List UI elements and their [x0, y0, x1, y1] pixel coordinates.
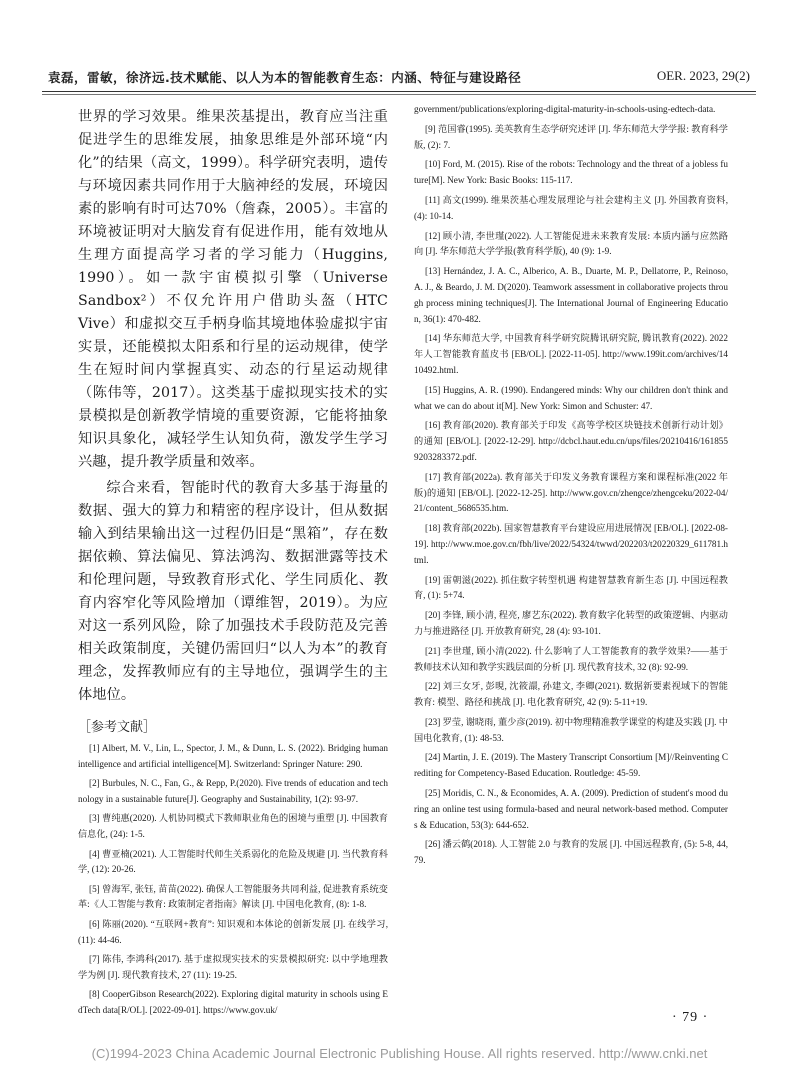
- copyright-footer: (C)1994-2023 China Academic Journal Electronic Publishing House. All rights reserved. http://www.cnki.net: [91, 1046, 708, 1061]
- references-list-left: [78, 741, 388, 1019]
- header-rule-thin: [42, 94, 756, 95]
- body-paragraph: 综合来看，智能时代的教育大多基于海量的数据、强大的算力和精密的程序设计，但从数据输入到结果输出这一过程仍旧是“黑箱”，存在数据依赖、算法偏见、算法鸿沟、数据泄露等技术和伦理问题，导致教育形式化、学生同质化、教育内容窄化等风险增加（谭维智，2019）。为应对这一系列风险，除了加强技术手段防范及完善相关政策制度，关键仍需回归“以人为本”的教育理念，发挥教师应有的主导地位，强调学生的主体地位。: [78, 480, 388, 703]
- reference-item: [15] Huggins, A. R. (1990). Endangered minds: Why our children don't think and what we can do about it[M]. New York: Simon and Schuster: 47.: [414, 384, 728, 411]
- reference-item: [1] Albert, M. V., Lin, L., Spector, J. M., & Dunn, L. S. (2022). Bridging human intelligence and artificial intelligence[M]. Switzerland: Springer Nature: 290.: [78, 743, 388, 769]
- reference-item: [20] 李锋, 顾小清, 程亮, 廖艺东(2022). 教育数字化转型的政策逻辑、内驱动力与推进路径 [J]. 开放教育研究, 28 (4): 93-101.: [414, 610, 728, 636]
- body-paragraph: 世界的学习效果。维果茨基提出，教育应当注重促进学生的思维发展，抽象思维是外部环境“内化”的结果（高文，1999）。科学研究表明，遗传与环境因素共同作用于大脑神经的发展，环境因素的影响有时可达70%（詹森，2005）。丰富的环境被证明对大脑发育有促进作用，能有效地从生理方面提高学习者的学习能力（Huggins, 1990）。如一款宇宙模拟引擎（Universe Sandbox²）不仅允许用户借助头盔（HTC Vive）和虚拟交互手柄身临其境地体验虚拟宇宙实景，还能模拟太阳系和行星的运动规律，使学生在短时间内掌握真实、动态的行星运动规律（陈伟等，2017）。这类基于虚拟现实技术的实景模拟是创新教学情境的重要资源，它能将抽象知识具象化，减轻学生认知负荷，激发学生学习兴趣，提升教学质量和效率。: [78, 109, 388, 470]
- reference-item: [2] Burbules, N. C., Fan, G., & Repp, P.(2020). Five trends of education and technology in a sustainable future[J]. Geography and Sustainability, 1(2): 93-97.: [78, 778, 388, 804]
- reference-item-continued: government/publications/exploring-digital-maturity-in-schools-using-edtech-data.: [414, 104, 716, 114]
- running-head: [42, 68, 756, 88]
- reference-item: [22] 刘三女牙, 彭晛, 沈筱譞, 孙建文, 李卿(2021). 数据新要素视域下的智能教育: 模型、路径和挑战 [J]. 电化教育研究, 42 (9): 5-11+19.: [414, 681, 728, 708]
- reference-item: [5] 曾海军, 张钰, 苗苗(2022). 确保人工智能服务共同利益, 促进教育系统变革:《人工智能与教育: 政策制定者指南》解读 [J]. 中国电化教育, (8): 1-8.: [78, 883, 388, 910]
- reference-item: [19] 雷朝滋(2022). 抓住数字转型机遇 构建智慧教育新生态 [J]. 中国远程教育, (1): 5+74.: [414, 574, 728, 601]
- page-number: · 79 ·: [672, 1010, 709, 1025]
- right-column: [414, 102, 728, 873]
- reference-item: [21] 李世瑾, 顾小清(2022). 什么影响了人工智能教育的教学效果?——基于教师技术认知和教学实践层面的分析 [J]. 现代教育技术, 32 (8): 92-99.: [414, 645, 728, 672]
- reference-item: [9] 范国睿(1995). 美英教育生态学研究述评 [J]. 华东师范大学学报: 教育科学版, (2): 7.: [414, 123, 728, 150]
- reference-item: [6] 陈丽(2020). “互联网+教育”: 知识观和本体论的创新发展 [J]. 在线学习, (11): 44-46.: [78, 918, 388, 945]
- references-list-right: [414, 102, 728, 869]
- reference-item: [8] CooperGibson Research(2022). Exploring digital maturity in schools using EdTech data[R/OL]. [2022-09-01]. https://www.gov.uk/: [78, 989, 388, 1015]
- reference-item: [10] Ford, M. (2015). Rise of the robots: Technology and the threat of a jobless future[M]. New York: Basic Books: 115-117.: [414, 159, 728, 186]
- reference-item: [13] Hernández, J. A. C., Alberico, A. B., Duarte, M. P., Dellatorre, P., Reinoso, A. J., & Beardo, J. M. D(2020). Teamwork assessment in collaborative projects through process mining techniques[J]. The International Journal of Engineering Education, 36(1): 470-482.: [414, 266, 728, 324]
- reference-item: [18] 教育部(2022b). 国家智慧教育平台建设应用进展情况 [EB/OL]. [2022-08-19]. http://www.moe.gov.cn/fbh/live/2022/54324/twwd/202203/t20220329_611781.html.: [414, 523, 728, 565]
- references-heading: ［参考文献］: [78, 720, 157, 735]
- reference-item: [26] 潘云鹤(2018). 人工智能 2.0 与教育的发展 [J]. 中国远程教育, (5): 5-8, 44, 79.: [414, 839, 728, 866]
- running-head-journal: OER. 2023, 29(2): [656, 68, 750, 83]
- reference-item: [23] 罗莹, 谢晓雨, 董少彦(2019). 初中物理精准教学课堂的构建及实践 [J]. 中国电化教育, (1): 48-53.: [414, 716, 728, 743]
- left-column: [78, 106, 388, 1023]
- header-rule: [42, 91, 756, 92]
- reference-item: [16] 教育部(2020). 教育部关于印发《高等学校区块链技术创新行动计划》的通知 [EB/OL]. [2022-12-29]. http://dcbcl.haut.edu.cn/ups/files/20210416/1618559203283372.pdf.: [414, 420, 728, 462]
- reference-item: [25] Moridis, C. N., & Economides, A. A. (2009). Prediction of student's mood during an online test using formula-based and neural network-based method. Computers & Education, 53(3): 644-652.: [414, 788, 728, 830]
- reference-item: [24] Martin, J. E. (2019). The Mastery Transcript Consortium [M]//Reinventing Crediting for Competency-Based Education. Routledge: 45-59.: [414, 752, 728, 779]
- reference-item: [17] 教育部(2022a). 教育部关于印发义务教育课程方案和课程标准(2022 年版)的通知 [EB/OL]. [2022-12-25]. http://www.gov.cn/zhengce/zhengceku/2022-04/21/content_5686535.htm.: [414, 471, 728, 514]
- reference-item: [4] 曹亚楠(2021). 人工智能时代师生关系弱化的危险及规避 [J]. 当代教育科学, (12): 20-26.: [78, 848, 388, 875]
- running-head-title: 袁磊，雷敏，徐济远.技术赋能、以人为本的智能教育生态：内涵、特征与建设路径: [48, 70, 522, 85]
- reference-item: [7] 陈伟, 李鸿科(2017). 基于虚拟现实技术的实景模拟研究: 以中学地理教学为例 [J]. 现代教育技术, 27 (11): 19-25.: [78, 954, 388, 980]
- reference-item: [11] 高文(1999). 维果茨基心理发展理论与社会建构主义 [J]. 外国教育资料, (4): 10-14.: [414, 194, 728, 221]
- reference-item: [3] 曹纯惠(2020). 人机协同模式下教师职业角色的困境与重塑 [J]. 中国教育信息化, (24): 1-5.: [78, 813, 388, 839]
- reference-item: [14] 华东师范大学, 中国教育科学研究院腾讯研究院, 腾讯教育(2022). 2022 年人工智能教育蓝皮书 [EB/OL]. [2022-11-05]. http://www.199it.com/archives/1410492.html.: [414, 333, 728, 375]
- reference-item: [12] 顾小清, 李世瑾(2022). 人工智能促进未来教育发展: 本质内涵与应然路向 [J]. 华东师范大学学报(教育科学版), 40 (9): 1-9.: [414, 230, 728, 257]
